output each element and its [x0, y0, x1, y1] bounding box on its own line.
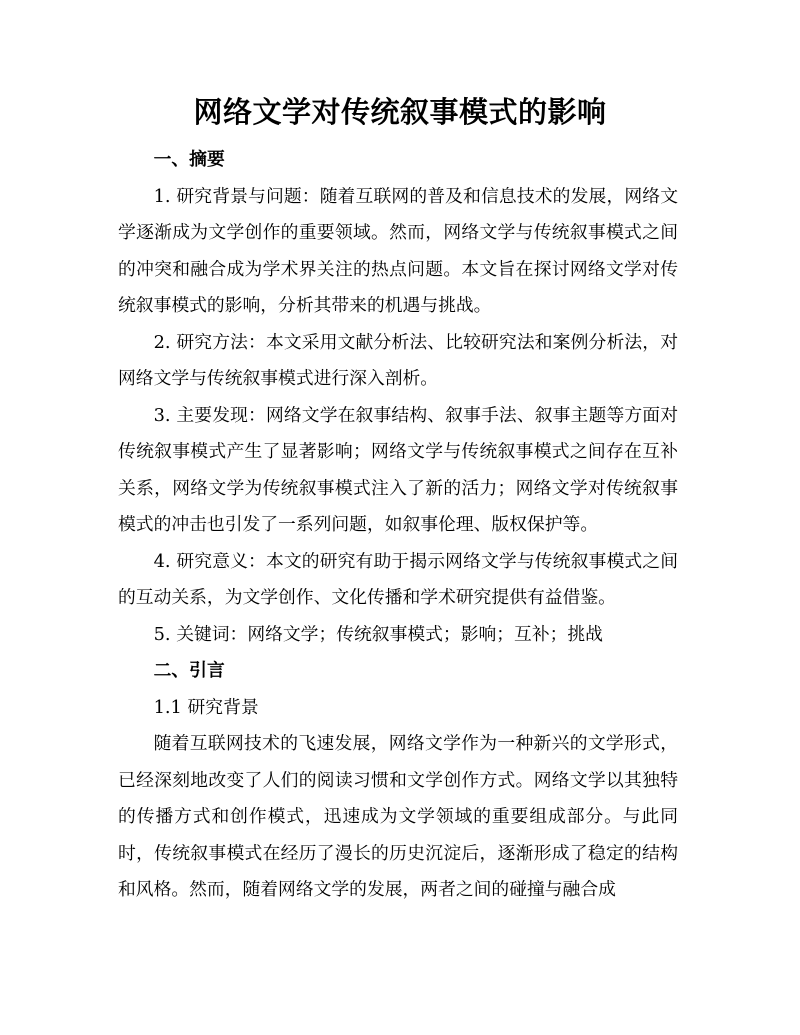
section-heading-introduction: 二、引言 — [153, 660, 225, 681]
abstract-item-findings: 3. 主要发现：网络文学在叙事结构、叙事手法、叙事主题等方面对传统叙事模式产生了显著影响；网络文学与传统叙事模式之间存在互补关系，网络文学为传统叙事模式注入了新的活力；网络文学对传统叙事模式的冲击也引发了一系列问题，如叙事伦理、版权保护等。 — [118, 404, 678, 535]
section-heading-abstract: 一、摘要 — [153, 149, 225, 170]
document-body — [118, 142, 678, 909]
abstract-item-background: 1. 研究背景与问题：随着互联网的普及和信息技术的发展，网络文学逐渐成为文学创作的重要领域。然而，网络文学与传统叙事模式之间的冲突和融合成为学术界关注的热点问题。本文旨在探讨网络文学对传统叙事模式的影响，分析其带来的机遇与挑战。 — [118, 185, 678, 316]
abstract-item-methods: 2. 研究方法：本文采用文献分析法、比较研究法和案例分析法，对网络文学与传统叙事模式进行深入剖析。 — [118, 331, 678, 389]
subsection-heading-background: 1.1 研究背景 — [153, 696, 259, 718]
abstract-item-keywords: 5. 关键词：网络文学；传统叙事模式；影响；互补；挑战 — [153, 623, 603, 645]
abstract-item-significance: 4. 研究意义：本文的研究有助于揭示网络文学与传统叙事模式之间的互动关系，为文学创作、文化传播和学术研究提供有益借鉴。 — [118, 550, 678, 608]
introduction-paragraph: 随着互联网技术的飞速发展，网络文学作为一种新兴的文学形式，已经深刻地改变了人们的阅读习惯和文学创作方式。网络文学以其独特的传播方式和创作模式，迅速成为文学领域的重要组成部分。与此同时，传统叙事模式在经历了漫长的历史沉淀后，逐渐形成了稳定的结构和风格。然而，随着网络文学的发展，两者之间的碰撞与融合成 — [118, 733, 678, 900]
document-title: 网络文学对传统叙事模式的影响 — [193, 95, 607, 129]
